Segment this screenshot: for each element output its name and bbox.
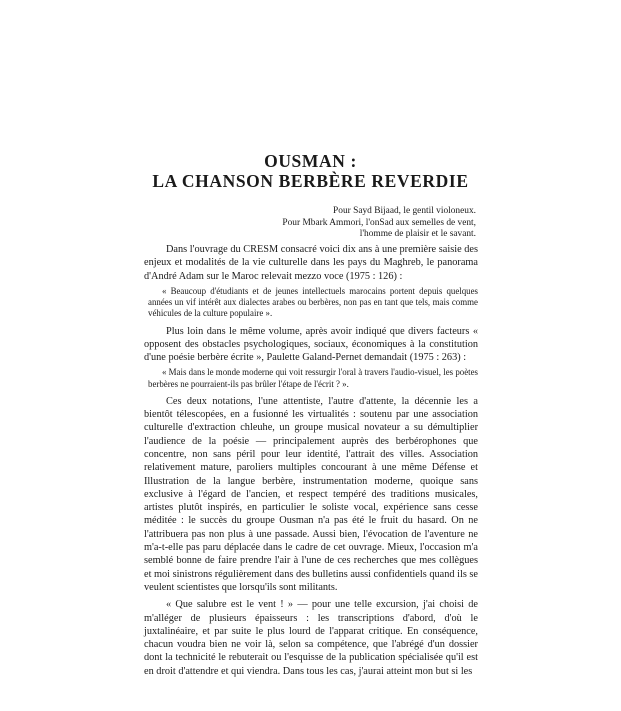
title-line-1: OUSMAN : bbox=[264, 151, 357, 171]
dedication bbox=[282, 206, 476, 241]
quote-2: « Mais dans le monde moderne qui voit ressurgir l'oral à travers l'audio-visuel, les poètes berbères ne pourraient-ils pas brûler l'étape de l'écrit ? ». bbox=[148, 367, 478, 389]
quote-1: « Beaucoup d'étudiants et de jeunes intellectuels marocains portent depuis quelques années un vif intérêt aux dialectes arabes ou berbères, non pas en tant que tels, mais comme véhicules de la culture populaire ». bbox=[148, 285, 478, 319]
paragraph-3: Ces deux notations, l'une attentiste, l'autre d'attente, la décennie les a bientôt télescopées, en a fusionné les virtualités : soutenu par une association culturelle d'extraction chleuhe, un groupe musical novateur a su démultiplier l'audience de la poésie — principalement auprès des berbérophones que concentre, non sans péril pour leur identité, l'attrait des villes. Association relativement mature, paroliers multiples concourant à une même Défense et Illustration de la langue berbère, instrumentation moderne, quoique sans exclusive à l'égard de l'ancien, et respect tempéré des traditions musicales, artistes plutôt inspirés, en particulier le soliste vocal, expérience sans cesse méditée : le succès du groupe Ousman n'a pas été le fruit du hasard. On ne l'attribuera pas non plus à une passade. Aussi bien, l'évocation de l'aventure ne m'a-t-elle pas paru déplacée dans le cadre de cet ouvrage. Mieux, l'occasion m'a semblé bonne de faire prendre l'air à l'une de ces recherches que mes collègues et moi sinistrons régulièrement dans des bulletins aussi confidentiels quand ils se veulent scientistes que lorsqu'ils sont militants. bbox=[144, 395, 478, 593]
body-text bbox=[144, 243, 478, 678]
dedication-line-1: Pour Sayd Bijaad, le gentil violoneux. bbox=[333, 206, 476, 216]
dedication-line-2: Pour Mbark Ammori, l'onSad aux semelles de vent, bbox=[282, 217, 476, 228]
paragraph-1: Dans l'ouvrage du CRESM consacré voici dix ans à une première saisie des enjeux et modalités de la vie culturelle dans les pays du Maghreb, le panorama d'André Adam sur le Maroc relevait mezzo voce (1975 : 126) : bbox=[144, 244, 478, 282]
dedication-line-3: l'homme de plaisir et le savant. bbox=[359, 229, 476, 240]
title-line-2: LA CHANSON BERBÈRE REVERDIE bbox=[152, 171, 469, 191]
paragraph-4: « Que salubre est le vent ! » — pour une telle excursion, j'ai choisi de m'alléger de plusieurs épaisseurs : les transcriptions d'abord, d'où le juxtalinéaire, et par suite le plus lourd de l'apparat critique. En conséquence, chacun voudra bien ne voir là, selon sa compétence, que l'abrégé d'un dossier dont la technicité le rebuterait ou l'esquisse de la publication spécialisée qu'il est en droit d'attendre et qui viendra. Dans tous les cas, j'aurai atteint mon but si les bbox=[144, 599, 478, 677]
paragraph-2: Plus loin dans le même volume, après avoir indiqué que divers facteurs « opposent des obstacles psychologiques, sociaux, économiques à la constitution d'une poésie berbère écrite », Paulette Galand-Pernet demandait (1975 : 263) : bbox=[144, 325, 478, 364]
